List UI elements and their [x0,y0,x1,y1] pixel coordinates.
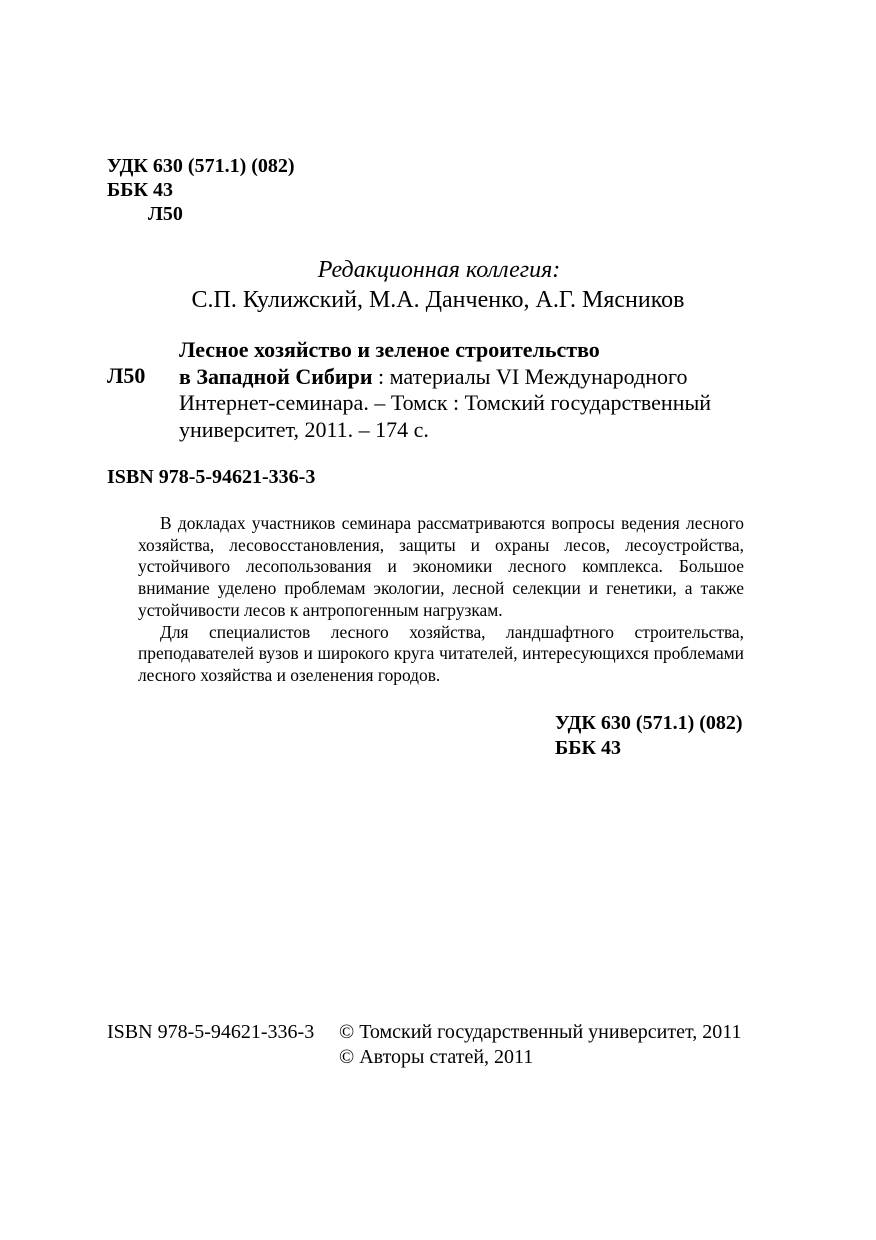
author-code: Л50 [148,203,183,225]
book-title-line2 [179,364,711,391]
udk-code: УДК 630 (571.1) (082) [555,712,743,734]
copyright-authors: © Авторы статей, 2011 [339,1046,534,1068]
book-title-subtitle: : материалы VI Международного [372,363,688,389]
classification-block-bottom [555,711,743,761]
publication-line: Интернет-семинара. – Томск : Томский государственный [179,390,712,415]
editorial-board-members: С.П. Кулижский, М.А. Данченко, А.Г. Мясников [191,287,685,313]
abstract [138,513,744,687]
bibliographic-description [179,337,711,443]
copyright-isbn: ISBN 978-5-94621-336-3 [107,1021,315,1043]
editorial-board-title: Редакционная коллегия: [317,257,561,283]
udk-code: УДК 630 (571.1) (082) [107,155,295,177]
abstract-paragraph: Для специалистов лесного хозяйства, ландшафтного строительства, преподавателей вузов и широкого круга читателей, интересующихся проблемами лесного хозяйства и озеленения городов. [138,621,744,685]
bibliographic-code: Л50 [107,363,146,388]
copyright-university: © Томский государственный университет, 2011 [339,1021,742,1043]
book-title-region: в Западной Сибири [179,363,373,389]
editorial-board [0,255,876,315]
bbk-code: ББК 43 [555,737,621,759]
classification-block [107,154,295,226]
abstract-paragraph: В докладах участников семинара рассматриваются вопросы ведения лесного хозяйства, лесовосстановления, защиты и охраны лесов, лесоустройства, устойчивого лесопользования и экономики лесного комплекса. Большое внимание уделено проблемам экологии, лесной селекции и генетики, а также устойчивости лесов к антропогенным нагрузкам. [138,513,744,620]
book-title-line1: Лесное хозяйство и зеленое строительство [179,337,600,362]
publication-details: университет, 2011. – 174 с. [179,416,429,442]
isbn: ISBN 978-5-94621-336-3 [107,466,316,488]
bbk-code: ББК 43 [107,179,173,201]
